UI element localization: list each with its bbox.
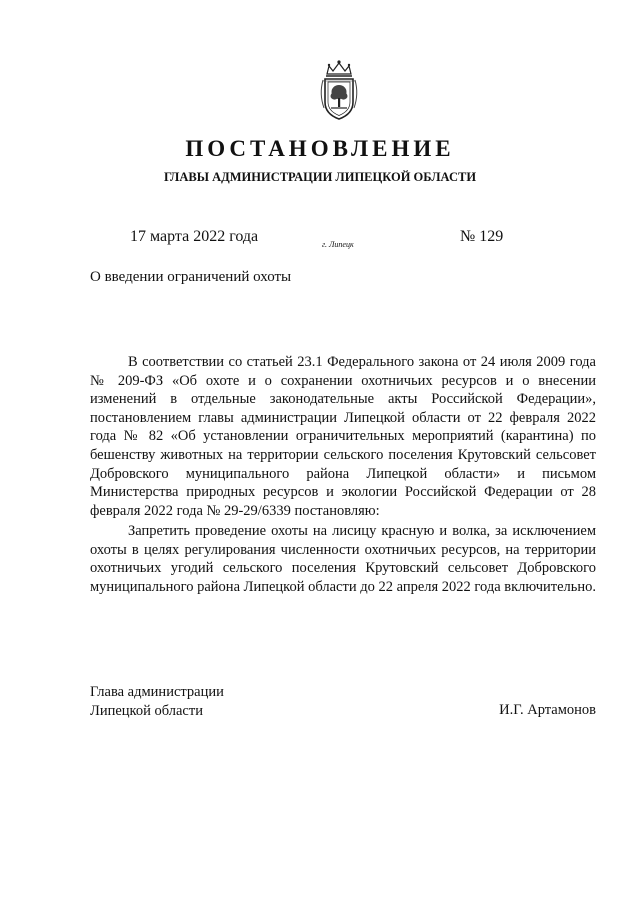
document-number: № 129: [460, 228, 504, 245]
signatory-name: И.Г. Артамонов: [499, 702, 596, 718]
body-paragraph-preamble: В соответствии со статьей 23.1 Федерального закона от 24 июля 2009 года № 209-ФЗ «Об охоте и о сохранении охотничьих ресурсов и о внесении изменений в отдельные законодательные акты Российской Федерации», постановлением главы администрации Липецкой области от 22 февраля 2022 года № 82 «Об установлении ограничительных мероприятий (карантина) по бешенству животных на территории сельского поселения Крутовский сельсовет Добровского муниципального района Липецкой области» и письмом Министерства природных ресурсов и экологии Российской Федерации от 28 февраля 2022 года № 29-29/6339 постановляю:: [90, 354, 596, 519]
signatory-position-line-2: Липецкой области: [90, 702, 203, 719]
body-paragraph-decision: Запретить проведение охоты на лисицу красную и волка, за исключением охоты в целях регулирования численности охотничьих ресурсов, на территории охотничьих угодий сельского поселения Крутовский сельсовет Добровского муниципального района Липецкой области до 22 апреля 2022 года включительно.: [90, 523, 597, 595]
regional-coat-of-arms-icon: [313, 58, 365, 122]
document-subject: О введении ограничений охоты: [90, 269, 292, 285]
document-title: ПОСТАНОВЛЕНИЕ: [185, 136, 455, 161]
document-place: г. Липецк: [322, 240, 354, 249]
issuing-authority: ГЛАВЫ АДМИНИСТРАЦИИ ЛИПЕЦКОЙ ОБЛАСТИ: [163, 170, 477, 184]
signatory-position-line-1: Глава администрации: [90, 684, 224, 700]
document-date: 17 марта 2022 года: [130, 228, 259, 245]
signatory-position: [90, 683, 224, 720]
